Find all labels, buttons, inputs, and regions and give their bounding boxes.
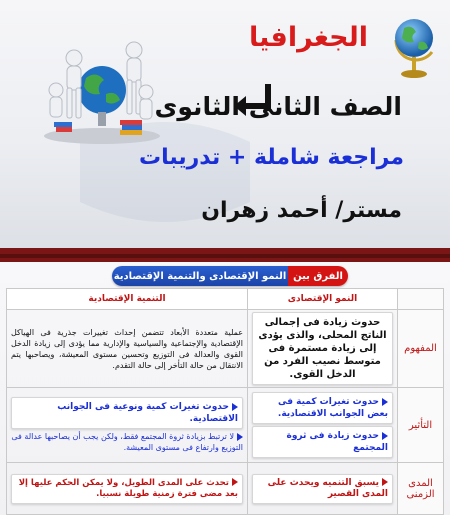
bullet-icon [382, 478, 388, 486]
development-impact-2: لا ترتبط بزيادة ثروة المجتمع فقط، ولكن يجب أن يصاحبها عدالة فى التوزيع وارتفاع فى مستوى المعيشة. [11, 432, 243, 452]
development-timeframe-text: تحدث على المدى الطويل، ولا يمكن الحكم عليها إلا بعد مضى فترة زمنية طويلة نسبيا. [11, 474, 243, 504]
subject-title: الجغرافيا [249, 22, 368, 53]
teacher-name: مستر/ أحمد زهران [201, 198, 402, 223]
cell-growth-concept [248, 310, 398, 388]
growth-impact-2: حدوث زيادة فى ثروة المجتمع [252, 426, 393, 458]
slide-frame-bar [0, 258, 450, 262]
header-growth: النمو الإقتصادى [248, 289, 398, 310]
development-impact-1: حدوث تغيرات كمية ونوعية فى الجوانب الاقتصادية. [11, 397, 243, 429]
header-development: التنمية الإقتصادية [7, 289, 248, 310]
development-concept-text: عملية متعددة الأبعاد تتضمن إحداث تغييرات جذرية فى الهياكل الإقتصادية والإجتماعية والسياسية والإدارية مما يؤدى إلى زيادة الدخل القوى والعدالة فى التوزيع وتحسين مستوى المعيشة، ويصاحبها يتم الانتقال من حالة التأخر إلى حالة التقدم. [11, 327, 243, 370]
review-label: مراجعة شاملة + تدريبات [139, 145, 404, 170]
bullet-icon [237, 433, 243, 441]
bullet-icon [232, 403, 238, 411]
heading-main: النمو الإقتصادى والتنمية الإقتصادية [112, 266, 288, 286]
row-label-timeframe: المدى الزمنى [398, 463, 444, 515]
growth-concept-text: حدوث زيادة فى إجمالى الناتج المحلى، والذى يؤدى إلى زيادة مستمرة فى متوسط نصيب الفرد من الدخل القوى. [252, 312, 393, 385]
bullet-icon [232, 478, 238, 486]
comparison-table [6, 288, 444, 515]
heading-prefix: الفرق بين [288, 266, 348, 286]
header-blank [398, 289, 444, 310]
comparison-heading [112, 266, 348, 286]
cover-slide [0, 0, 450, 254]
cell-development-impact [7, 388, 248, 463]
bullet-icon [382, 432, 388, 440]
row-label-impact: التأثير [398, 388, 444, 463]
cell-development-timeframe [7, 463, 248, 515]
grade-label: الصف الثانى الثانوى [154, 92, 402, 121]
growth-timeframe-text: يسبق التنميه ويحدث على المدى القصير [252, 474, 393, 504]
people-globe-illustration [34, 28, 166, 148]
bullet-icon [382, 398, 388, 406]
cell-development-concept [7, 310, 248, 388]
slide-frame-bar [0, 248, 450, 254]
cell-growth-impact [248, 388, 398, 463]
comparison-slide [0, 258, 450, 515]
growth-impact-1: حدوث تغيرات كمية فى بعض الجوانب الاقتصادية. [252, 392, 393, 424]
row-label-concept: المفهوم [398, 310, 444, 388]
cell-growth-timeframe [248, 463, 398, 515]
globe-icon [386, 12, 442, 82]
